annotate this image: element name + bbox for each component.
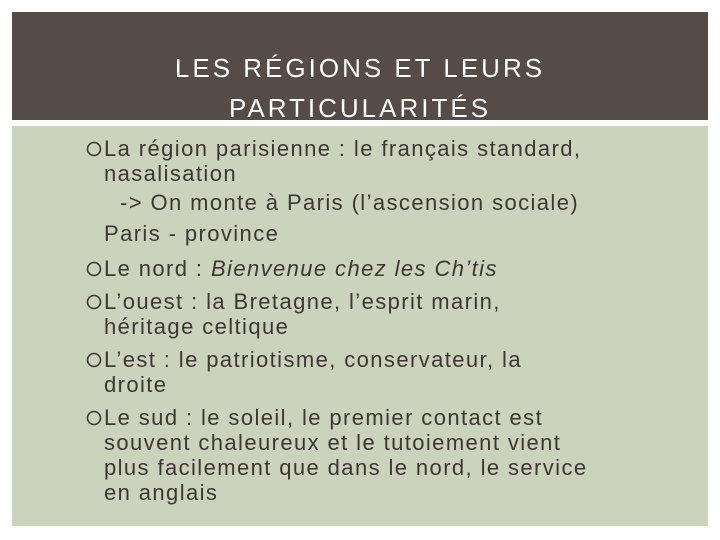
bullet-line: La région parisienne : le français standard, xyxy=(104,136,582,161)
hollow-circle-icon xyxy=(86,352,102,368)
sub-line: Paris - province xyxy=(104,221,280,246)
slide-title xyxy=(12,48,708,128)
bullet-line: plus facilement que dans le nord, le service xyxy=(104,455,588,480)
slide-title-line-1: LES RÉGIONS ET LEURS xyxy=(174,53,546,83)
hollow-circle-icon xyxy=(86,261,102,277)
film-title: Bienvenue chez les Ch’tis xyxy=(210,256,498,281)
bullet-line: nasalisation xyxy=(104,161,237,186)
sub-line: -> On monte à Paris (l’ascension sociale) xyxy=(120,190,580,215)
bullet-line: L’est : le patriotisme, conservateur, la xyxy=(104,347,522,372)
bullet-line: souvent chaleureux et le tutoiement vient xyxy=(104,430,562,455)
bullet-list xyxy=(86,136,686,505)
hollow-circle-icon xyxy=(86,294,102,310)
bullet-item-sud xyxy=(86,405,686,505)
hollow-circle-icon xyxy=(86,410,102,426)
bullet-line: droite xyxy=(104,372,168,397)
bullet-line: Le sud : le soleil, le premier contact est xyxy=(104,405,544,430)
bullet-line: héritage celtique xyxy=(104,314,290,339)
bullet-prefix: Le nord : xyxy=(104,256,211,281)
bullet-item-est xyxy=(86,347,686,397)
bullet-item-ouest xyxy=(86,289,686,339)
bullet-item-nord xyxy=(86,256,686,281)
slide-title-line-2: PARTICULARITÉS xyxy=(228,93,492,123)
hollow-circle-icon xyxy=(86,141,102,157)
bullet-line: L’ouest : la Bretagne, l’esprit marin, xyxy=(104,289,501,314)
title-bar xyxy=(12,12,708,123)
bullet-line: en anglais xyxy=(104,480,219,505)
bullet-line xyxy=(104,256,686,281)
bullet-item-paris xyxy=(86,136,686,186)
